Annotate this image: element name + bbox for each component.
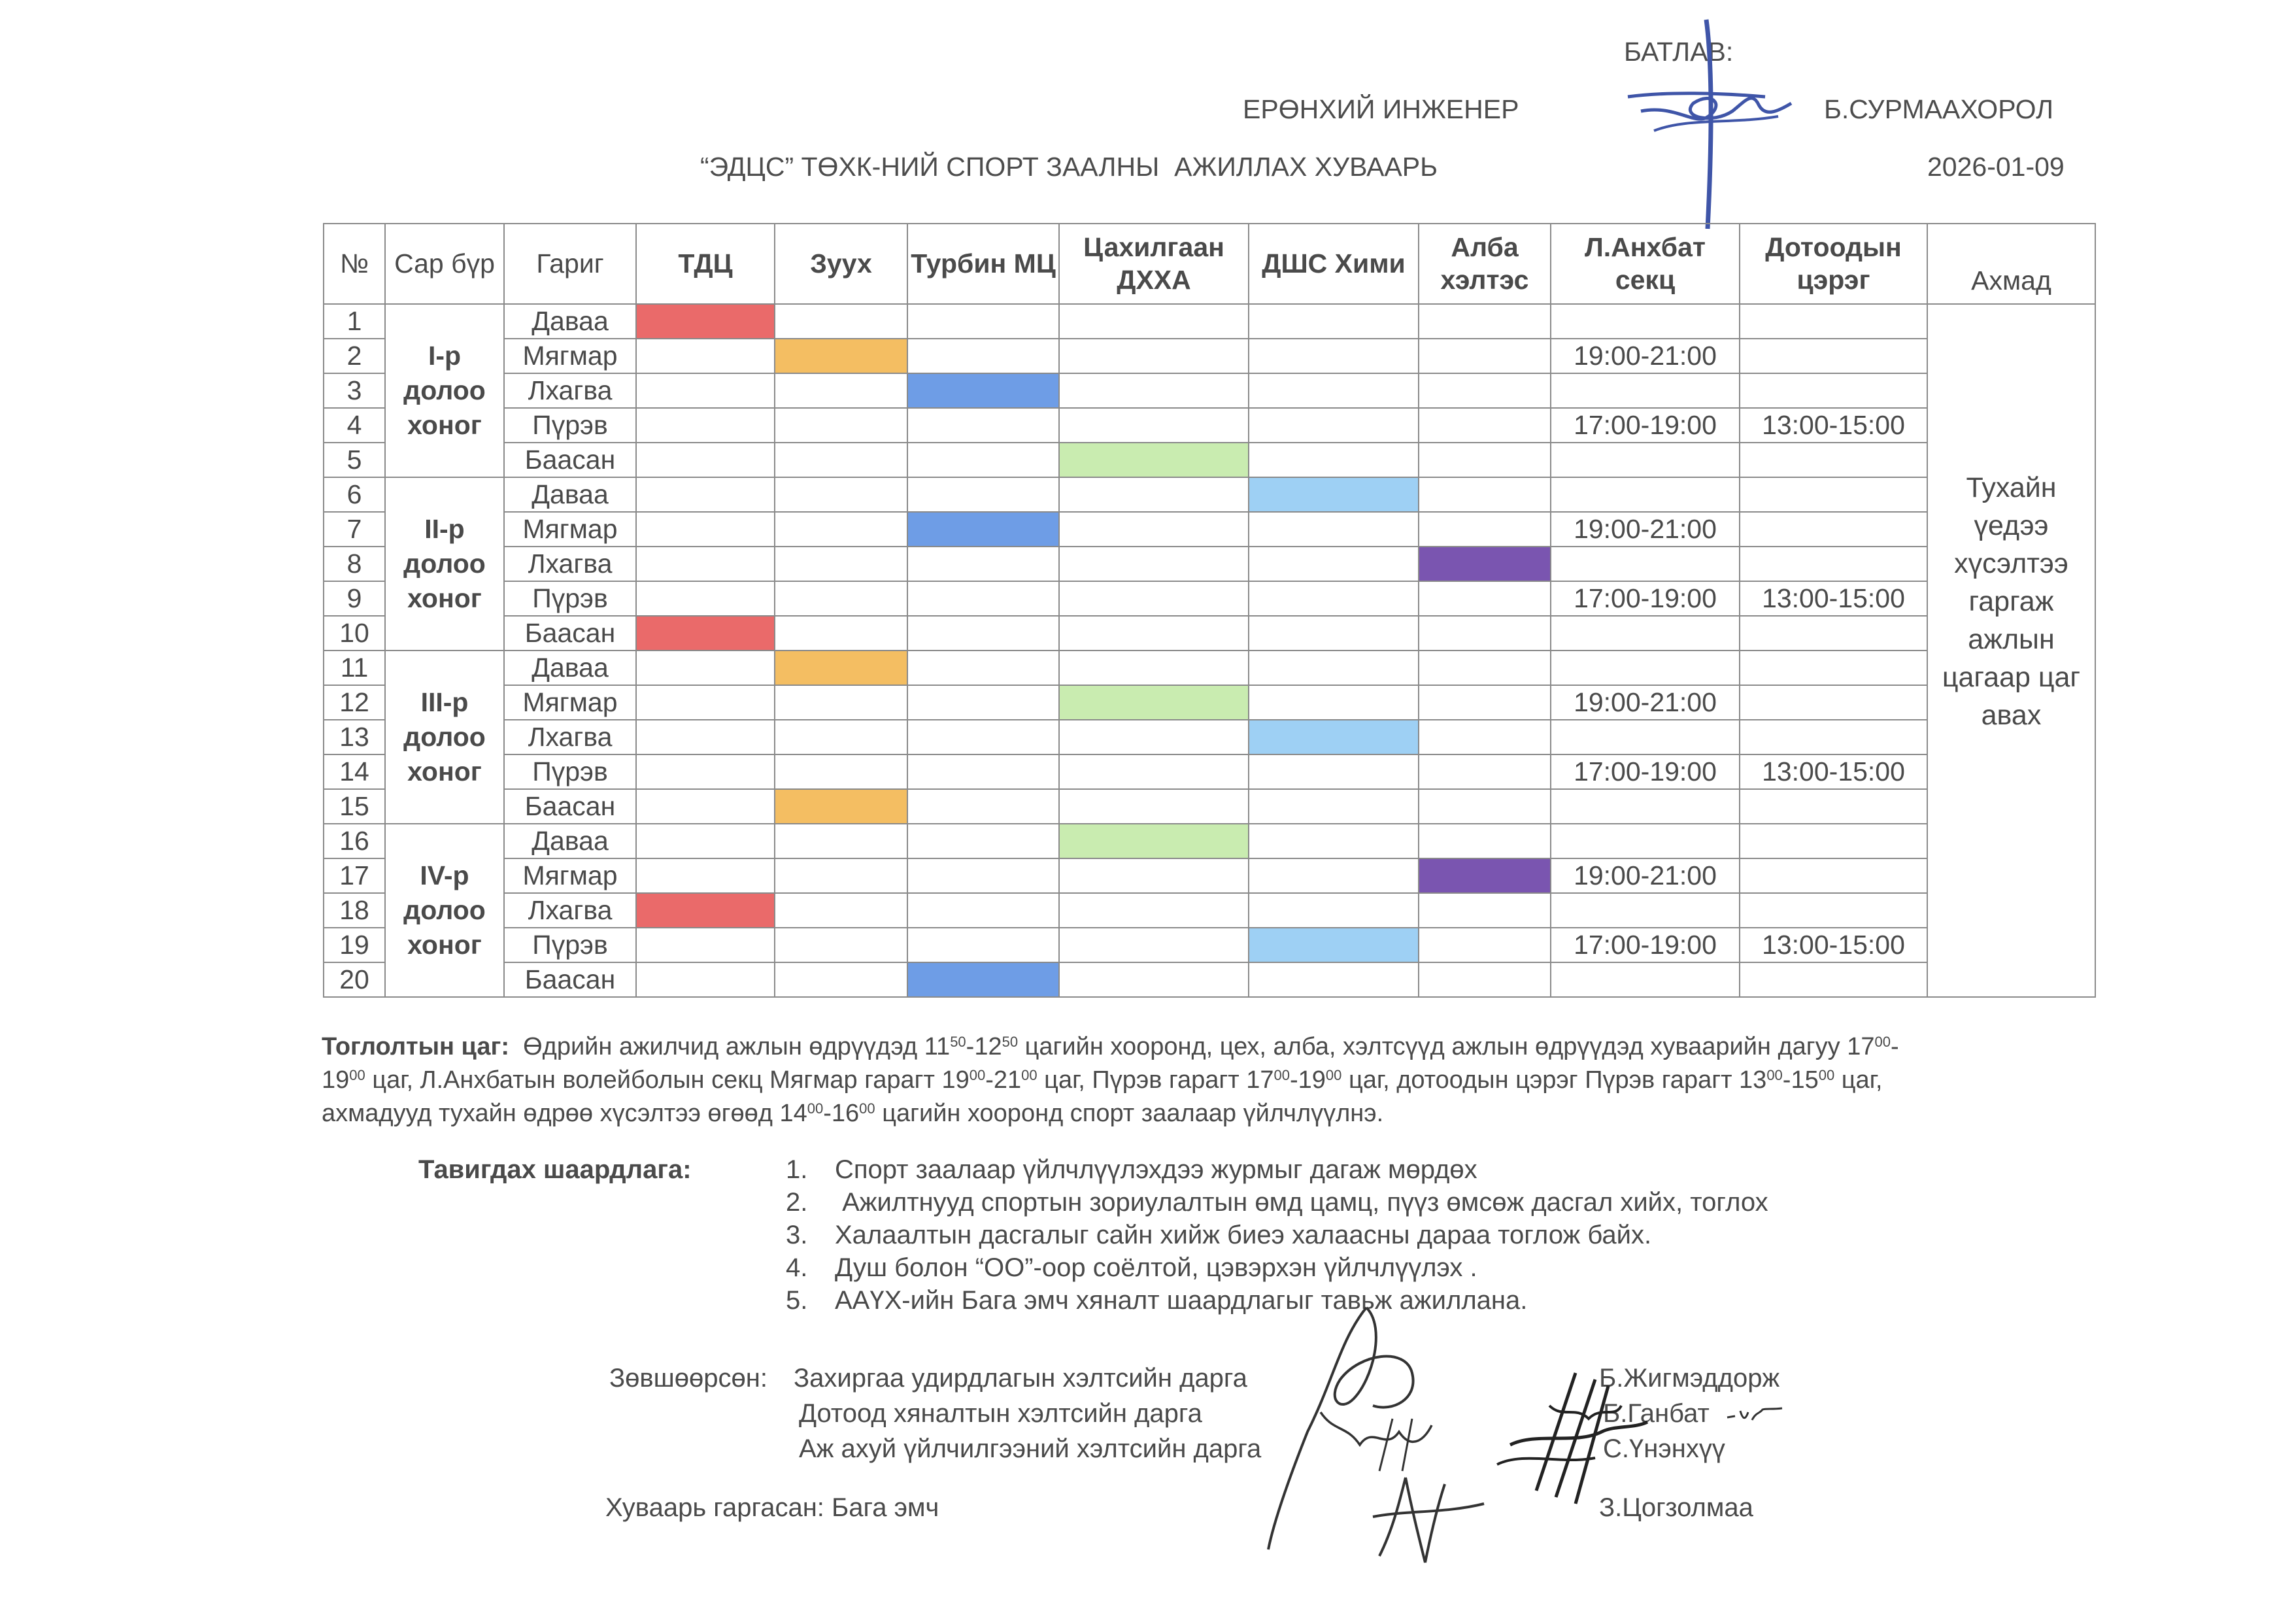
anhbat-time: 19:00-21:00 bbox=[1551, 858, 1740, 893]
table-row bbox=[324, 373, 2095, 408]
schedule-cell-dshs bbox=[1249, 754, 1419, 789]
table-row bbox=[324, 858, 2095, 893]
anhbat-time bbox=[1551, 962, 1740, 997]
anhbat-time bbox=[1551, 651, 1740, 685]
schedule-cell-tdc bbox=[636, 339, 775, 373]
tsereg-time bbox=[1740, 720, 1927, 754]
schedule-cell-dshs bbox=[1249, 962, 1419, 997]
time-sup: 00 bbox=[969, 1067, 986, 1083]
schedule-cell-tsakhilgaan bbox=[1059, 651, 1249, 685]
approval-date: 2026-01-09 bbox=[1927, 152, 2065, 182]
schedule-cell-alba bbox=[1419, 928, 1551, 962]
row-number: 15 bbox=[324, 789, 385, 824]
table-row bbox=[324, 893, 2095, 928]
schedule-cell-tdc bbox=[636, 928, 775, 962]
table-row bbox=[324, 408, 2095, 443]
day-name: Баасан bbox=[504, 443, 636, 477]
agreed-name-3: С.Үнэнхүү bbox=[1603, 1434, 1725, 1463]
row-number: 10 bbox=[324, 616, 385, 651]
schedule-cell-zuukh bbox=[775, 928, 907, 962]
schedule-cell-dshs bbox=[1249, 685, 1419, 720]
anhbat-time: 19:00-21:00 bbox=[1551, 339, 1740, 373]
schedule-highlight-turbin bbox=[907, 512, 1059, 547]
schedule-cell-tdc bbox=[636, 962, 775, 997]
table-row bbox=[324, 443, 2095, 477]
schedule-cell-dshs bbox=[1249, 616, 1419, 651]
schedule-cell-tdc bbox=[636, 720, 775, 754]
table-row bbox=[324, 824, 2095, 858]
play-time-text: цаг, дотоодын цэрэг Пүрэв гарагт 13 bbox=[1341, 1066, 1767, 1094]
col-header-month: Сар бүр bbox=[385, 224, 504, 304]
schedule-cell-turbin bbox=[907, 339, 1059, 373]
schedule-highlight-zuukh bbox=[775, 651, 907, 685]
schedule-cell-turbin bbox=[907, 581, 1059, 616]
schedule-cell-tdc bbox=[636, 824, 775, 858]
row-number: 11 bbox=[324, 651, 385, 685]
day-name: Даваа bbox=[504, 304, 636, 339]
schedule-cell-zuukh bbox=[775, 858, 907, 893]
schedule-highlight-dshs bbox=[1249, 477, 1419, 512]
schedule-cell-tsakhilgaan bbox=[1059, 858, 1249, 893]
play-time-text: -19 bbox=[1290, 1066, 1326, 1094]
schedule-cell-dshs bbox=[1249, 824, 1419, 858]
agreed-position-1: Захиргаа удирдлагын хэлтсийн дарга bbox=[794, 1364, 1247, 1393]
schedule-cell-tsakhilgaan bbox=[1059, 720, 1249, 754]
time-sup: 00 bbox=[1325, 1067, 1342, 1083]
tsereg-time bbox=[1740, 512, 1927, 547]
schedule-cell-zuukh bbox=[775, 443, 907, 477]
requirement-number: 3. bbox=[786, 1221, 808, 1249]
schedule-highlight-tdc bbox=[636, 616, 775, 651]
day-name: Лхагва bbox=[504, 720, 636, 754]
schedule-cell-zuukh bbox=[775, 685, 907, 720]
table-row bbox=[324, 962, 2095, 997]
row-number: 13 bbox=[324, 720, 385, 754]
play-time-text: цаг, Пүрэв гарагт 17 bbox=[1037, 1066, 1274, 1094]
schedule-cell-turbin bbox=[907, 720, 1059, 754]
schedule-cell-tsakhilgaan bbox=[1059, 962, 1249, 997]
anhbat-time bbox=[1551, 443, 1740, 477]
schedule-cell-alba bbox=[1419, 754, 1551, 789]
row-number: 9 bbox=[324, 581, 385, 616]
ahmad-note: Тухайн үедээ хүсэлтээ гаргаж ажлын цагаар цаг авах bbox=[1927, 304, 2095, 997]
schedule-cell-dshs bbox=[1249, 858, 1419, 893]
approver-name: Б.СУРМААХОРОЛ bbox=[1824, 94, 2053, 124]
schedule-cell-alba bbox=[1419, 512, 1551, 547]
schedule-highlight-alba bbox=[1419, 547, 1551, 581]
schedule-highlight-zuukh bbox=[775, 789, 907, 824]
anhbat-time: 19:00-21:00 bbox=[1551, 685, 1740, 720]
day-name: Мягмар bbox=[504, 858, 636, 893]
col-header-number: № bbox=[324, 224, 385, 304]
day-name: Лхагва bbox=[504, 373, 636, 408]
schedule-cell-tsakhilgaan bbox=[1059, 928, 1249, 962]
anhbat-time bbox=[1551, 789, 1740, 824]
table-row bbox=[324, 304, 2095, 339]
day-name: Мягмар bbox=[504, 339, 636, 373]
schedule-cell-alba bbox=[1419, 962, 1551, 997]
table-row bbox=[324, 512, 2095, 547]
time-sup: 00 bbox=[1874, 1034, 1891, 1050]
schedule-cell-turbin bbox=[907, 547, 1059, 581]
schedule-cell-tdc bbox=[636, 651, 775, 685]
schedule-highlight-dshs bbox=[1249, 720, 1419, 754]
schedule-highlight-tsakhilgaan bbox=[1059, 443, 1249, 477]
tsereg-time bbox=[1740, 547, 1927, 581]
schedule-cell-zuukh bbox=[775, 581, 907, 616]
schedule-cell-tsakhilgaan bbox=[1059, 373, 1249, 408]
col-header-ahmad: Ахмад bbox=[1927, 224, 2095, 304]
row-number: 2 bbox=[324, 339, 385, 373]
tsereg-time bbox=[1740, 339, 1927, 373]
row-number: 12 bbox=[324, 685, 385, 720]
anhbat-time: 17:00-19:00 bbox=[1551, 754, 1740, 789]
schedule-cell-zuukh bbox=[775, 962, 907, 997]
schedule-cell-zuukh bbox=[775, 512, 907, 547]
schedule-cell-zuukh bbox=[775, 408, 907, 443]
schedule-cell-tsakhilgaan bbox=[1059, 754, 1249, 789]
tsereg-time bbox=[1740, 789, 1927, 824]
week-label: I-р долоо хоног bbox=[385, 304, 504, 477]
agreed-label: Зөвшөөрсөн: bbox=[609, 1364, 767, 1393]
schedule-highlight-alba bbox=[1419, 858, 1551, 893]
time-sup: 00 bbox=[859, 1100, 875, 1117]
day-name: Пүрэв bbox=[504, 581, 636, 616]
schedule-cell-turbin bbox=[907, 651, 1059, 685]
anhbat-time: 17:00-19:00 bbox=[1551, 581, 1740, 616]
schedule-cell-dshs bbox=[1249, 304, 1419, 339]
day-name: Мягмар bbox=[504, 512, 636, 547]
table-row bbox=[324, 928, 2095, 962]
time-sup: 00 bbox=[807, 1100, 824, 1117]
tsereg-time: 13:00-15:00 bbox=[1740, 754, 1927, 789]
requirements-label: Тавигдах шаардлага: bbox=[418, 1155, 692, 1184]
col-header-tsakhilgaan: Цахилгаан ДХХА bbox=[1059, 224, 1249, 304]
schedule-cell-tdc bbox=[636, 373, 775, 408]
tsereg-time bbox=[1740, 443, 1927, 477]
schedule-cell-tdc bbox=[636, 408, 775, 443]
requirement-number: 1. bbox=[786, 1155, 808, 1184]
day-name: Баасан bbox=[504, 789, 636, 824]
schedule-cell-tdc bbox=[636, 581, 775, 616]
document-title: “ЭДЦС” ТӨХК-НИЙ СПОРТ ЗААЛНЫ АЖИЛЛАХ ХУВААРЬ bbox=[700, 152, 1438, 182]
col-header-turbin: Турбин МЦ bbox=[907, 224, 1059, 304]
schedule-cell-turbin bbox=[907, 443, 1059, 477]
day-name: Пүрэв bbox=[504, 928, 636, 962]
schedule-cell-alba bbox=[1419, 824, 1551, 858]
play-time-label: Тоглолтын цаг: bbox=[322, 1033, 509, 1060]
schedule-cell-zuukh bbox=[775, 373, 907, 408]
play-time-text: -12 bbox=[966, 1033, 1002, 1060]
schedule-cell-alba bbox=[1419, 373, 1551, 408]
tsereg-time bbox=[1740, 477, 1927, 512]
anhbat-time: 17:00-19:00 bbox=[1551, 408, 1740, 443]
schedule-cell-tsakhilgaan bbox=[1059, 408, 1249, 443]
day-name: Баасан bbox=[504, 616, 636, 651]
approver-position: ЕРӨНХИЙ ИНЖЕНЕР bbox=[1243, 94, 1519, 124]
agreed-name-1: Б.Жигмэддорж bbox=[1599, 1364, 1780, 1393]
schedule-cell-tsakhilgaan bbox=[1059, 893, 1249, 928]
time-sup: 00 bbox=[1818, 1067, 1835, 1083]
table-row bbox=[324, 616, 2095, 651]
anhbat-time: 17:00-19:00 bbox=[1551, 928, 1740, 962]
schedule-cell-tsakhilgaan bbox=[1059, 512, 1249, 547]
time-sup: 00 bbox=[1021, 1067, 1037, 1083]
tsereg-time: 13:00-15:00 bbox=[1740, 408, 1927, 443]
schedule-cell-alba bbox=[1419, 893, 1551, 928]
row-number: 8 bbox=[324, 547, 385, 581]
day-name: Пүрэв bbox=[504, 408, 636, 443]
row-number: 18 bbox=[324, 893, 385, 928]
play-time-text: -21 bbox=[985, 1066, 1022, 1094]
schedule-cell-turbin bbox=[907, 685, 1059, 720]
agreed-name-2: Б.Ганбат bbox=[1603, 1399, 1710, 1428]
tsereg-time bbox=[1740, 651, 1927, 685]
day-name: Мягмар bbox=[504, 685, 636, 720]
anhbat-time bbox=[1551, 304, 1740, 339]
schedule-cell-tdc bbox=[636, 512, 775, 547]
requirement-text: Халаалтын дасгалыг сайн хийж биеэ халаасны дараа тоглож байх. bbox=[835, 1221, 1652, 1249]
anhbat-time bbox=[1551, 824, 1740, 858]
schedule-cell-zuukh bbox=[775, 547, 907, 581]
schedule-highlight-tdc bbox=[636, 304, 775, 339]
requirement-text: Ажилтнууд спортын зориулалтын өмд цамц, пүүз өмсөж дасгал хийх, тоглох bbox=[835, 1188, 1768, 1217]
schedule-cell-zuukh bbox=[775, 304, 907, 339]
schedule-cell-alba bbox=[1419, 685, 1551, 720]
schedule-cell-tsakhilgaan bbox=[1059, 616, 1249, 651]
schedule-cell-zuukh bbox=[775, 824, 907, 858]
schedule-cell-alba bbox=[1419, 339, 1551, 373]
agreed-position-3: Аж ахуй үйлчилгээний хэлтсийн дарга bbox=[799, 1434, 1262, 1463]
schedule-highlight-turbin bbox=[907, 373, 1059, 408]
tsereg-time bbox=[1740, 373, 1927, 408]
schedule-cell-zuukh bbox=[775, 477, 907, 512]
schedule-cell-turbin bbox=[907, 616, 1059, 651]
schedule-cell-tsakhilgaan bbox=[1059, 581, 1249, 616]
table-row bbox=[324, 685, 2095, 720]
time-sup: 00 bbox=[1766, 1067, 1783, 1083]
week-label: II-р долоо хоног bbox=[385, 477, 504, 651]
day-name: Лхагва bbox=[504, 893, 636, 928]
schedule-table bbox=[323, 223, 2096, 998]
schedule-cell-zuukh bbox=[775, 754, 907, 789]
day-name: Даваа bbox=[504, 824, 636, 858]
schedule-highlight-turbin bbox=[907, 962, 1059, 997]
schedule-highlight-zuukh bbox=[775, 339, 907, 373]
schedule-cell-dshs bbox=[1249, 893, 1419, 928]
row-number: 17 bbox=[324, 858, 385, 893]
schedule-cell-zuukh bbox=[775, 720, 907, 754]
tsereg-time bbox=[1740, 616, 1927, 651]
day-name: Пүрэв bbox=[504, 754, 636, 789]
schedule-cell-alba bbox=[1419, 616, 1551, 651]
schedule-cell-tsakhilgaan bbox=[1059, 477, 1249, 512]
anhbat-time bbox=[1551, 547, 1740, 581]
signature-unenhuu bbox=[1366, 1464, 1497, 1569]
schedule-cell-tdc bbox=[636, 477, 775, 512]
col-header-dshs: ДШС Хими bbox=[1249, 224, 1419, 304]
day-name: Баасан bbox=[504, 962, 636, 997]
row-number: 20 bbox=[324, 962, 385, 997]
schedule-cell-turbin bbox=[907, 789, 1059, 824]
schedule-cell-turbin bbox=[907, 477, 1059, 512]
schedule-cell-tdc bbox=[636, 789, 775, 824]
table-row bbox=[324, 720, 2095, 754]
row-number: 14 bbox=[324, 754, 385, 789]
schedule-cell-tdc bbox=[636, 858, 775, 893]
schedule-cell-turbin bbox=[907, 928, 1059, 962]
schedule-cell-dshs bbox=[1249, 373, 1419, 408]
table-row bbox=[324, 547, 2095, 581]
schedule-cell-turbin bbox=[907, 824, 1059, 858]
requirement-number: 2. bbox=[786, 1188, 808, 1217]
play-time-text: цагийн хооронд, цех, алба, хэлтсүүд ажлын өдрүүдэд хуваарийн дагуу 17 bbox=[1018, 1033, 1875, 1060]
schedule-cell-tdc bbox=[636, 754, 775, 789]
schedule-cell-turbin bbox=[907, 304, 1059, 339]
anhbat-time bbox=[1551, 477, 1740, 512]
tsereg-time bbox=[1740, 685, 1927, 720]
tsereg-time bbox=[1740, 824, 1927, 858]
play-time-text: цагийн хооронд спорт заалаар үйлчлүүлнэ. bbox=[875, 1100, 1384, 1127]
tsereg-time bbox=[1740, 962, 1927, 997]
week-label: IV-р долоо хоног bbox=[385, 824, 504, 997]
row-number: 6 bbox=[324, 477, 385, 512]
table-row bbox=[324, 651, 2095, 685]
schedule-cell-dshs bbox=[1249, 339, 1419, 373]
day-name: Лхагва bbox=[504, 547, 636, 581]
signature-mark bbox=[1726, 1406, 1785, 1425]
row-number: 3 bbox=[324, 373, 385, 408]
approve-label: БАТЛАВ: bbox=[1624, 37, 1734, 67]
schedule-cell-alba bbox=[1419, 408, 1551, 443]
requirement-number: 5. bbox=[786, 1286, 808, 1315]
tsereg-time bbox=[1740, 893, 1927, 928]
row-number: 19 bbox=[324, 928, 385, 962]
day-name: Даваа bbox=[504, 651, 636, 685]
schedule-cell-alba bbox=[1419, 789, 1551, 824]
play-time-text: цаг, Л.Анхбатын волейболын секц Мягмар гарагт 19 bbox=[365, 1066, 970, 1094]
time-sup: 50 bbox=[950, 1034, 966, 1050]
table-row bbox=[324, 754, 2095, 789]
schedule-cell-alba bbox=[1419, 720, 1551, 754]
time-sup: 00 bbox=[1274, 1067, 1290, 1083]
schedule-cell-dshs bbox=[1249, 547, 1419, 581]
schedule-cell-alba bbox=[1419, 477, 1551, 512]
schedule-highlight-tsakhilgaan bbox=[1059, 824, 1249, 858]
table-row bbox=[324, 477, 2095, 512]
row-number: 1 bbox=[324, 304, 385, 339]
col-header-tdc: ТДЦ bbox=[636, 224, 775, 304]
schedule-cell-alba bbox=[1419, 304, 1551, 339]
schedule-cell-turbin bbox=[907, 754, 1059, 789]
time-sup: 50 bbox=[1002, 1034, 1019, 1050]
col-header-day: Гариг bbox=[504, 224, 636, 304]
anhbat-time bbox=[1551, 720, 1740, 754]
requirement-text: ААҮХ-ийн Бага эмч хяналт шаардлагыг тавьж ажиллана. bbox=[835, 1286, 1528, 1315]
schedule-cell-tsakhilgaan bbox=[1059, 547, 1249, 581]
schedule-cell-tsakhilgaan bbox=[1059, 339, 1249, 373]
requirement-number: 4. bbox=[786, 1253, 808, 1282]
signature-ganbat bbox=[1484, 1366, 1654, 1510]
play-time-text: -19 bbox=[322, 1033, 1899, 1094]
schedule-cell-alba bbox=[1419, 651, 1551, 685]
play-time-text: -15 bbox=[1782, 1066, 1819, 1094]
tsereg-time bbox=[1740, 304, 1927, 339]
schedule-cell-tdc bbox=[636, 547, 775, 581]
schedule-cell-tsakhilgaan bbox=[1059, 304, 1249, 339]
schedule-cell-dshs bbox=[1249, 408, 1419, 443]
prepared-name: З.Цогзолмаа bbox=[1599, 1493, 1753, 1522]
requirement-text: Спорт заалаар үйлчлүүлэхдээ журмыг дагаж мөрдөх bbox=[835, 1155, 1477, 1184]
tsereg-time bbox=[1740, 858, 1927, 893]
schedule-cell-turbin bbox=[907, 858, 1059, 893]
schedule-cell-dshs bbox=[1249, 443, 1419, 477]
agreed-position-2: Дотоод хяналтын хэлтсийн дарга bbox=[799, 1399, 1202, 1428]
schedule-cell-dshs bbox=[1249, 651, 1419, 685]
tsereg-time: 13:00-15:00 bbox=[1740, 928, 1927, 962]
col-header-tsereg: Дотоодын цэрэг bbox=[1740, 224, 1927, 304]
schedule-cell-tdc bbox=[636, 685, 775, 720]
day-name: Даваа bbox=[504, 477, 636, 512]
approver-signature bbox=[1615, 20, 1811, 235]
anhbat-time bbox=[1551, 893, 1740, 928]
schedule-cell-alba bbox=[1419, 581, 1551, 616]
table-row bbox=[324, 581, 2095, 616]
schedule-cell-zuukh bbox=[775, 616, 907, 651]
schedule-cell-zuukh bbox=[775, 893, 907, 928]
schedule-cell-turbin bbox=[907, 408, 1059, 443]
tsereg-time: 13:00-15:00 bbox=[1740, 581, 1927, 616]
schedule-highlight-tsakhilgaan bbox=[1059, 685, 1249, 720]
row-number: 4 bbox=[324, 408, 385, 443]
row-number: 16 bbox=[324, 824, 385, 858]
col-header-zuukh: Зуух bbox=[775, 224, 907, 304]
schedule-cell-tsakhilgaan bbox=[1059, 789, 1249, 824]
schedule-cell-tdc bbox=[636, 443, 775, 477]
table-header-row bbox=[324, 224, 2095, 304]
schedule-highlight-tdc bbox=[636, 893, 775, 928]
schedule-cell-dshs bbox=[1249, 789, 1419, 824]
row-number: 7 bbox=[324, 512, 385, 547]
play-time-text: -16 bbox=[823, 1100, 860, 1127]
schedule-cell-dshs bbox=[1249, 512, 1419, 547]
table-row bbox=[324, 789, 2095, 824]
row-number: 5 bbox=[324, 443, 385, 477]
play-time-text: Өдрийн ажилчид ажлын өдрүүдэд 11 bbox=[523, 1033, 951, 1060]
table-row bbox=[324, 339, 2095, 373]
time-sup: 00 bbox=[349, 1067, 365, 1083]
play-time-text: цаг, ахмадууд тухайн өдрөө хүсэлтээ өгөөд 14 bbox=[322, 1066, 1883, 1127]
anhbat-time bbox=[1551, 373, 1740, 408]
col-header-anhbat: Л.Анхбат секц bbox=[1551, 224, 1740, 304]
prepared-label: Хуваарь гаргасан: Бага эмч bbox=[605, 1493, 939, 1522]
week-label: III-р долоо хоног bbox=[385, 651, 504, 824]
col-header-alba: Алба хэлтэс bbox=[1419, 224, 1551, 304]
play-time-paragraph bbox=[322, 1030, 1930, 1130]
anhbat-time bbox=[1551, 616, 1740, 651]
schedule-cell-turbin bbox=[907, 893, 1059, 928]
requirement-text: Душ болон “ОО”-оор соёлтой, цэвэрхэн үйлчлүүлэх . bbox=[835, 1253, 1477, 1282]
schedule-cell-dshs bbox=[1249, 581, 1419, 616]
schedule-cell-alba bbox=[1419, 443, 1551, 477]
anhbat-time: 19:00-21:00 bbox=[1551, 512, 1740, 547]
schedule-highlight-dshs bbox=[1249, 928, 1419, 962]
